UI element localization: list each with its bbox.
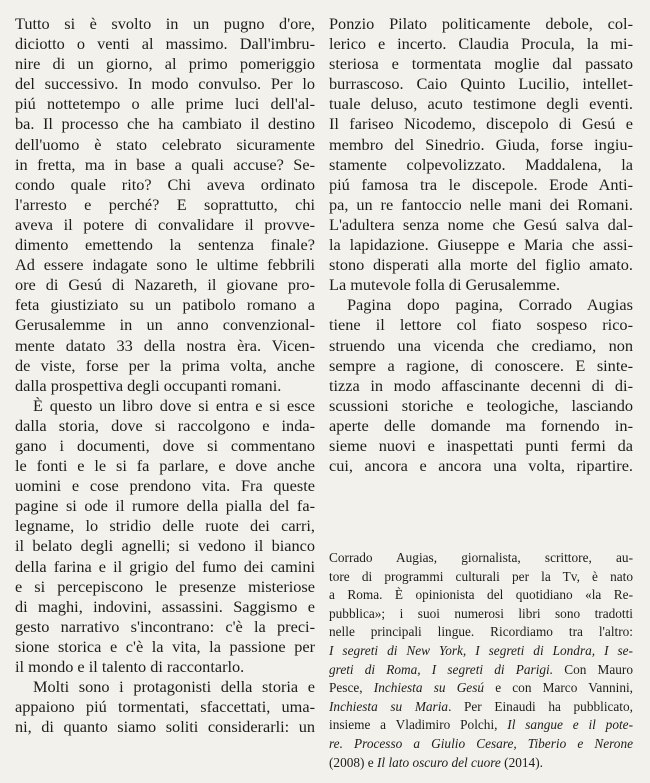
text-line: mente datato 33 della nostra èra. Vicen- bbox=[15, 335, 315, 355]
text-line: La mutevole folla di Gerusalemme. bbox=[329, 275, 561, 295]
text-line: piú famosa tra le discepole. Erode Anti- bbox=[329, 174, 633, 194]
text-line: del successivo. In modo convulso. Per lo bbox=[15, 74, 315, 94]
bio-line: nelle principali lingue. Ricordiamo tra l'altro: bbox=[329, 624, 633, 640]
text-line: gano i documenti, dove si commentano bbox=[15, 435, 315, 455]
text-line: ni, di quanto siamo soliti considerarli: un bbox=[15, 717, 315, 737]
text-line: nire di un giorno, al primo pomeriggio bbox=[15, 54, 315, 74]
bio-line: greti di Roma, I segreti di Parigi. Con Mauro bbox=[329, 661, 634, 677]
text-line: legname, lo stridio delle ruote dei carri, bbox=[15, 516, 315, 536]
bio-line: (2008) e Il lato oscuro del cuore (2014). bbox=[329, 754, 543, 770]
author-bio bbox=[329, 549, 633, 772]
text-line: feta giustiziato su un patibolo romano a bbox=[15, 295, 315, 315]
book-title: Il sangue e il pote- bbox=[507, 717, 634, 733]
text-line: L'adultera senza nome che Gesú salva dal- bbox=[329, 214, 633, 234]
bio-line bbox=[329, 735, 633, 754]
text-line: steriosa e tormentata moglie dal passato bbox=[329, 54, 633, 74]
text-line: la lapidazione. Giuseppe e Maria che assi- bbox=[329, 235, 633, 255]
bio-line: a Roma. È opinionista del quotidiano «la Re- bbox=[329, 587, 633, 603]
text-line: tiene il lettore col fiato sospeso rico- bbox=[329, 315, 633, 335]
book-title: Inchiesta su Gesú bbox=[373, 680, 485, 696]
text-line: Molti sono i protagonisti della storia e bbox=[33, 677, 315, 697]
text-line: il belato degli agnelli; si vedono il bianco bbox=[15, 536, 315, 556]
text-line: de viste, forse per la prima volta, anche bbox=[15, 355, 315, 375]
text-line: Gerusalemme in un anno convenzional- bbox=[15, 315, 315, 335]
text-line: ba. Il processo che ha cambiato il destino bbox=[15, 114, 315, 134]
text-line: Ad essere indagate sono le ultime febbrili bbox=[15, 255, 315, 275]
text-line: membro del Sinedrio. Giuda, forse ingiu- bbox=[329, 134, 633, 154]
text-line: uomini e cose prendono vita. Fra queste bbox=[15, 476, 315, 496]
text-line: il mondo e il talento di raccontarlo. bbox=[15, 657, 245, 676]
paragraph-book-description bbox=[15, 396, 315, 677]
bio-line: Corrado Augias, giornalista, scrittore, au- bbox=[329, 550, 633, 565]
text-line: struendo una vicenda che crediamo, non bbox=[329, 335, 633, 355]
text-line: gesto narrativo s'incontrano: c'è la preci- bbox=[15, 616, 315, 636]
text-line: stamente colpevolizzato. Maddalena, la bbox=[329, 154, 633, 174]
bio-line bbox=[329, 642, 633, 661]
text-line: dell'uomo è stato celebrato sicuramente bbox=[15, 134, 315, 154]
paragraph-protagonists bbox=[15, 677, 315, 737]
bio-line: pubblica»; i suoi numerosi libri sono tradotti bbox=[329, 605, 633, 621]
text-line: sieme nuovi e inaspettati punti fermi da bbox=[329, 435, 633, 455]
text-line: e si percepiscono le presenze misteriose bbox=[15, 576, 315, 596]
text-line: l'arresto e perché? E soprattutto, chi bbox=[15, 194, 315, 214]
left-column bbox=[15, 14, 315, 737]
right-column bbox=[329, 14, 633, 476]
text-line: stono disperati alla morte del figlio amato. bbox=[329, 255, 633, 275]
bio-line: tore di programmi culturali per la Tv, è nato bbox=[329, 568, 633, 584]
text-line: pagine si ode il rumore della pialla del fa- bbox=[15, 496, 315, 516]
text-line: Il fariseo Nicodemo, discepolo di Gesú e bbox=[329, 114, 633, 134]
text-line: di maghi, indovini, assassini. Saggismo e bbox=[15, 596, 315, 616]
text-line: sempre a ragione, di conoscere. E sinte- bbox=[329, 355, 633, 375]
book-title: Il lato oscuro del cuore bbox=[377, 754, 501, 770]
text-line: dalla prospettiva degli occupanti romani. bbox=[15, 375, 282, 395]
book-title: Inchiesta su Maria bbox=[329, 698, 449, 714]
text-line: aveva il potere di convalidare il provve- bbox=[15, 214, 315, 234]
text-line: È questo un libro dove si entra e si esce bbox=[33, 395, 315, 415]
text-line: lerico e incerto. Claudia Procula, la mi- bbox=[329, 34, 633, 54]
text-line: burrascoso. Caio Quinto Lucilio, intellet- bbox=[329, 74, 633, 94]
book-titles: re. Processo a Giulio Cesare, Tiberio e Nerone bbox=[329, 735, 633, 751]
bio-line: insieme a Vladimiro Polchi, Il sangue e il pote- bbox=[329, 717, 634, 733]
text-line: dalla storia, dove si raccolgono e inda- bbox=[15, 415, 315, 435]
bio-line: Pesce, Inchiesta su Gesú e con Marco Vannini, bbox=[329, 680, 633, 696]
bio-line: Inchiesta su Maria. Per Einaudi ha pubblicato, bbox=[329, 698, 633, 714]
text-line: le fonti e le si fa parlare, e dove anche bbox=[15, 456, 315, 476]
text-line: tizza in modo affascinante decenni di di- bbox=[329, 375, 633, 395]
text-line: Pagina dopo pagina, Corrado Augias bbox=[347, 295, 633, 315]
book-titles: greti di Roma, I segreti di Parigi. bbox=[329, 661, 554, 677]
text-line: appaiono piú tormentati, sfaccettati, uma- bbox=[15, 697, 315, 717]
text-line: pa, un re fantoccio nelle mani dei Romani. bbox=[329, 194, 633, 214]
text-line: cui, ancora e ancora una volta, ripartire. bbox=[329, 456, 633, 476]
paragraph-intro bbox=[15, 14, 315, 396]
paragraph-author-approach bbox=[329, 295, 633, 476]
text-line: sione storica e c'è la vita, la passione per bbox=[15, 636, 315, 656]
paragraph-characters bbox=[329, 14, 633, 295]
text-line: dimento emettendo la sentenza finale? bbox=[15, 235, 315, 255]
text-line: Ponzio Pilato politicamente debole, col- bbox=[329, 14, 633, 33]
text-line: aperte delle domande ma fornendo in- bbox=[329, 415, 633, 435]
text-line: diciotto o venti al massimo. Dall'imbru- bbox=[15, 34, 315, 54]
text-line: in fretta, ma in base a quali accuse? Se- bbox=[15, 154, 315, 174]
book-titles: I segreti di New York, I segreti di Londra, I se- bbox=[329, 642, 633, 658]
text-line: della farina e il grigio del fumo dei camini bbox=[15, 556, 315, 576]
text-line: Tutto si è svolto in un pugno d'ore, bbox=[15, 14, 315, 33]
text-line: scussioni storiche e teologiche, lasciando bbox=[329, 395, 633, 415]
text-line: condo quale rito? Chi aveva ordinato bbox=[15, 174, 315, 194]
text-line: piú nottetempo o alle prime luci dell'al- bbox=[15, 94, 315, 114]
text-line: tuale deluso, acuto testimone degli eventi. bbox=[329, 94, 633, 114]
text-line: ore di Gesú di Nazareth, il giovane pro- bbox=[15, 275, 315, 295]
